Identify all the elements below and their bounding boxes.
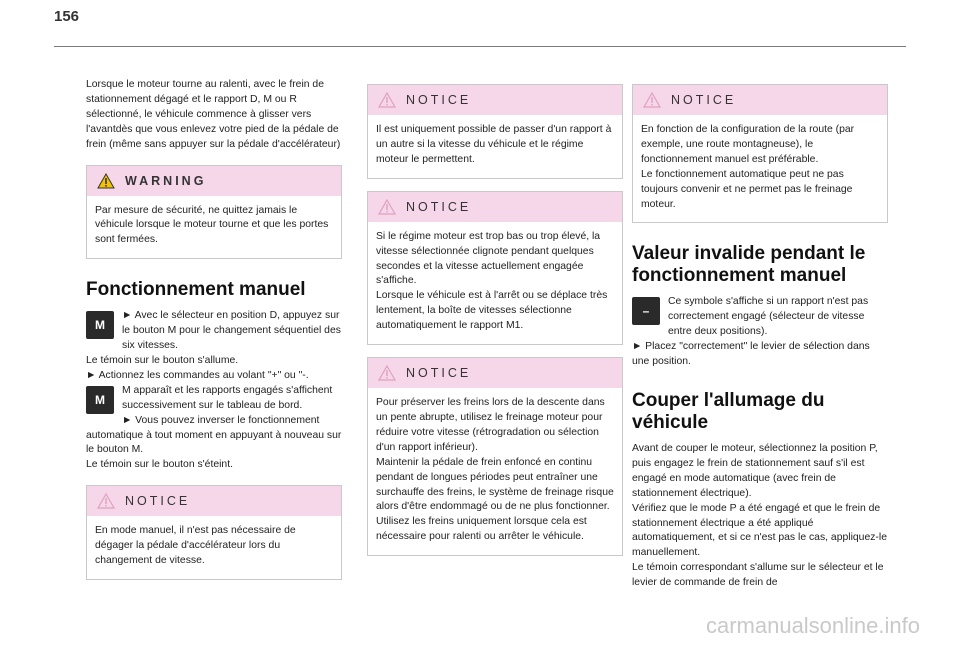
section-title-invalid-value: Valeur invalide pendant le fonctionnement manuel <box>632 243 866 287</box>
notice-header <box>633 85 887 115</box>
warning-box <box>86 165 342 260</box>
manual-para-6: Le témoin sur le bouton s'éteint. <box>86 459 233 471</box>
section-title-manual: Fonctionnement manuel <box>86 279 306 301</box>
notice-body <box>368 388 622 555</box>
manual-para-2: Le témoin sur le bouton s'allume. <box>86 354 239 366</box>
invalid-gear-icon: – <box>632 297 660 325</box>
manual-para-4: M M apparaît et les rapports engagés s'affichent successivement sur le tableau de bord. <box>86 384 342 414</box>
watermark: carmanualsonline.info <box>705 613 920 638</box>
warning-text: Par mesure de sécurité, ne quittez jamais le véhicule lorsque le moteur tourne et que les portes sont fermées. <box>95 204 329 246</box>
notice-box-1 <box>86 485 342 580</box>
warning-triangle-icon <box>97 173 115 189</box>
ignition-para-1: Avant de couper le moteur, sélectionnez la position P, puis engagez le frein de stationnement sauf s'il est engagé en mode automatique (avec frein de stationnement électrique). <box>632 442 878 499</box>
notice-label: NOTICE <box>406 93 472 107</box>
notice-text: Il est uniquement possible de passer d'un rapport à un autre si la vitesse du véhicule et le régime moteur le permettent. <box>376 124 612 165</box>
intro-paragraph: Lorsque le moteur tourne au ralenti, avec le frein de stationnement dégagé et le rapport D, M ou R sélectionné, le véhicule commence à glisser vers l'avantdès que vous enlevez votre pied de la pédale de frein (même sans appuyer sur la pédale d'accélérateur) <box>86 79 341 150</box>
notice-triangle-icon <box>378 199 396 215</box>
notice-triangle-icon <box>378 365 396 381</box>
notice-label: NOTICE <box>671 93 737 107</box>
header-rule <box>54 46 906 47</box>
notice-text-1: En fonction de la configuration de la route (par exemple, une route montagneuse), le fonctionnement manuel est préférable. <box>641 124 855 165</box>
ignition-para-3: Le témoin correspondant s'allume sur le sélecteur et le levier de commande de frein de <box>632 562 884 589</box>
notice-header <box>368 85 622 115</box>
notice-header <box>368 358 622 388</box>
notice-box-4 <box>367 357 623 556</box>
notice-label: NOTICE <box>406 366 472 381</box>
gear-display-icon: M <box>86 386 114 414</box>
notice-text-2: Le fonctionnement automatique peut ne pas toujours convenir et ne permet pas le freinage moteur. <box>641 168 853 210</box>
column-1 <box>86 78 342 580</box>
notice-body <box>368 222 622 344</box>
warning-header <box>87 166 341 196</box>
ignition-para-2: Vérifiez que le mode P a été engagé et que le frein de stationnement électrique a été appliqué automatiquement, et si ce n'est pas le cas, appliquez-le manuellement. <box>632 502 887 559</box>
page-number: 156 <box>54 8 80 25</box>
section-title-ignition-off: Couper l'allumage du véhicule <box>632 389 825 433</box>
manual-para-1: M ► Avec le sélecteur en position D, appuyez sur le bouton M pour le changement séquentiel des six vitesses. <box>86 309 342 354</box>
invalid-para-1: – Ce symbole s'affiche si un rapport n'est pas correctement engagé (sélecteur de vitesse entre deux positions). <box>632 295 888 340</box>
notice-text-1: Si le régime moteur est trop bas ou trop élevé, la vitesse sélectionnée clignote pendant quelques secondes et la vitesse actuellement engagée s'affiche. <box>376 230 601 287</box>
notice-text-2: Lorsque le véhicule est à l'arrêt ou se déplace très lentement, la boîte de vitesses sélectionne automatiquement le rapport M1. <box>376 290 608 332</box>
notice-box-5 <box>632 84 888 223</box>
notice-header <box>87 486 341 516</box>
manual-para-5: ► Vous pouvez inverser le fonctionnement automatique à tout moment en appuyant à nouveau sur le bouton M. <box>86 414 342 456</box>
notice-triangle-icon <box>378 92 396 108</box>
notice-box-3 <box>367 191 623 345</box>
column-2 <box>367 72 623 556</box>
notice-label: NOTICE <box>125 494 191 509</box>
notice-label: NOTICE <box>406 199 472 214</box>
notice-text: En mode manuel, il n'est pas nécessaire de dégager la pédale d'accélérateur lors du changement de vitesse. <box>95 525 296 567</box>
notice-text-2: Maintenir la pédale de frein enfoncé en continu pendant de longues périodes peut entraîner une surchauffe des freins, le système de freinage risque alors d'être endommagé ou de ne plus fonctionner. <box>376 456 614 513</box>
manual-para-3: ► Actionnez les commandes au volant "+" ou "-. <box>86 369 309 381</box>
column-3 <box>632 72 888 591</box>
notice-text-1: Pour préserver les freins lors de la descente dans un pente abrupte, utilisez le freinage moteur pour réduire votre vitesse (rétrogradation ou sélection d'un rapport inférieur). <box>376 397 605 453</box>
notice-header <box>368 192 622 222</box>
invalid-para-2: ► Placez "correctement" le levier de sélection dans une position. <box>632 341 870 368</box>
notice-body <box>633 115 887 222</box>
warning-label: WARNING <box>125 173 207 188</box>
notice-triangle-icon <box>97 493 115 509</box>
notice-text-3: Utilisez les freins uniquement lorsque cela est nécessaire pour ralenti ou arrêter le véhicule. <box>376 516 587 543</box>
notice-triangle-icon <box>643 92 661 108</box>
m-button-icon: M <box>86 311 114 339</box>
notice-box-2 <box>367 84 623 179</box>
